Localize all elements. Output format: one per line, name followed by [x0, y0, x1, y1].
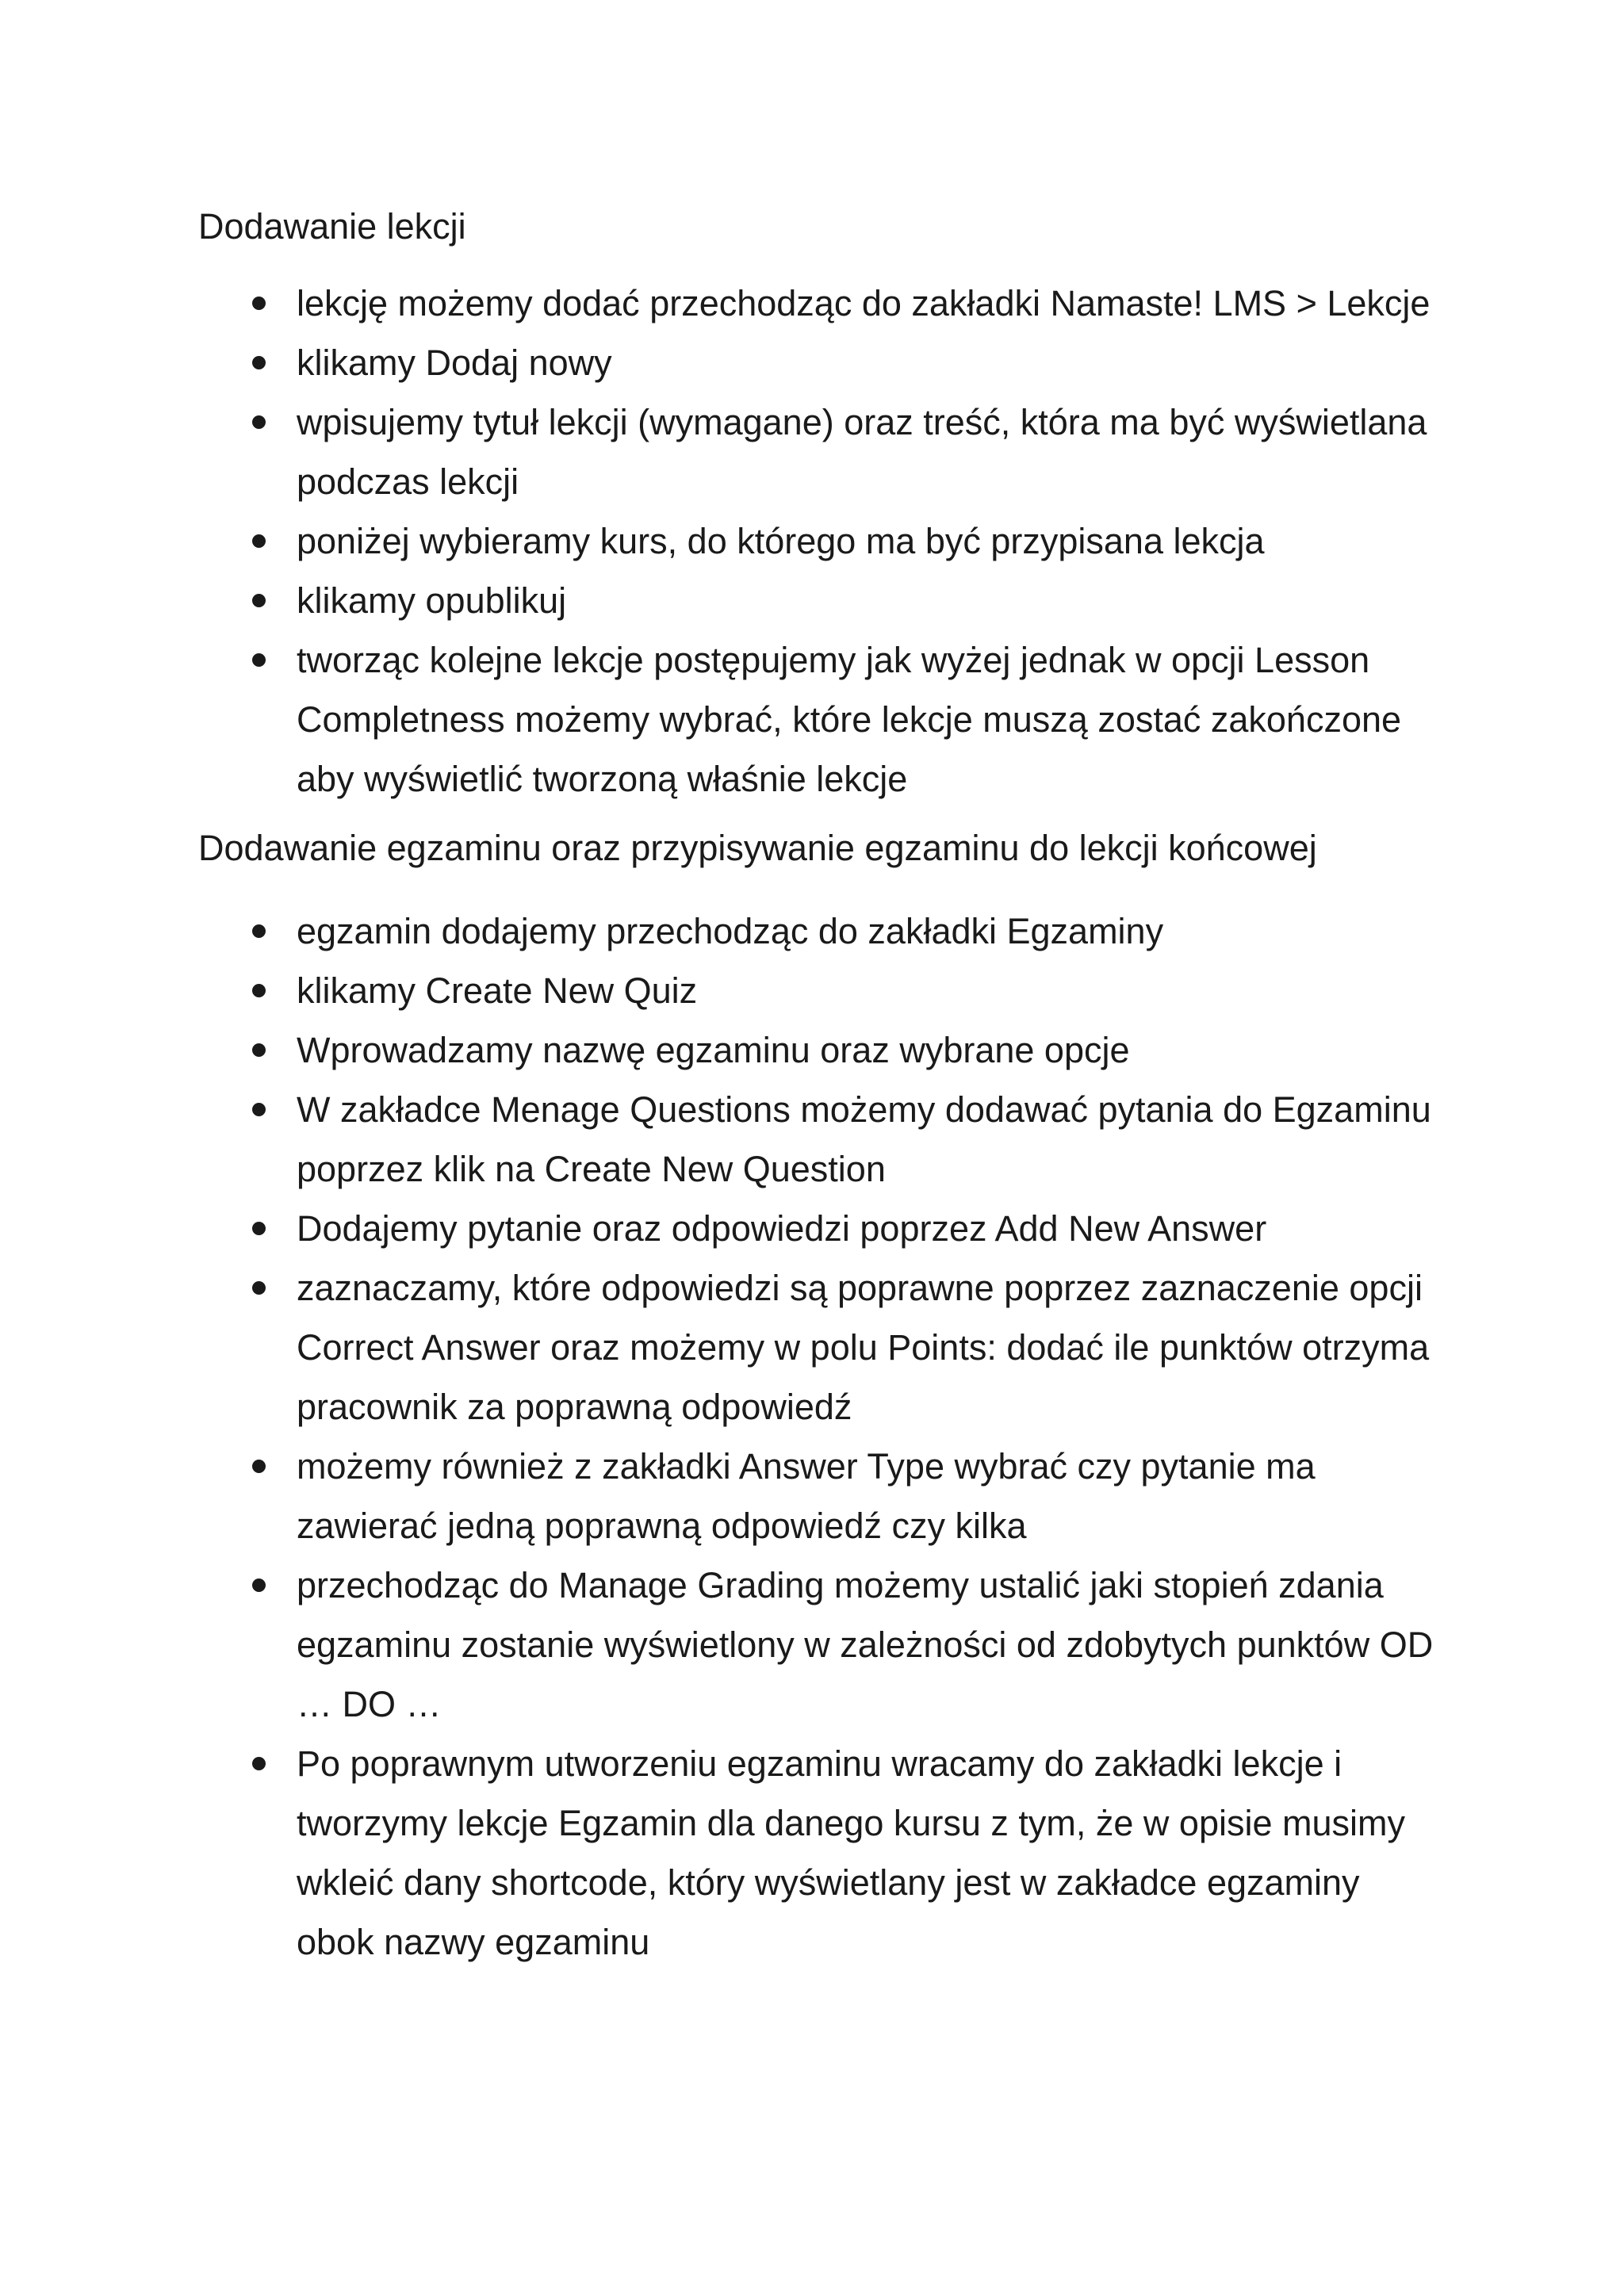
list-item	[198, 1437, 1435, 1556]
list-item-text: lekcję możemy dodać przechodząc do zakładki Namaste! LMS > Lekcje	[297, 283, 1431, 323]
list-item	[198, 274, 1435, 333]
list-item	[198, 571, 1435, 630]
list-item	[198, 1258, 1435, 1437]
list-item-text: klikamy Create New Quiz	[297, 970, 698, 1011]
list-item	[198, 333, 1435, 392]
section-adding-lessons	[198, 197, 1435, 809]
bullet-list	[198, 901, 1435, 1972]
list-item-text: przechodząc do Manage Grading możemy ustalić jaki stopień zdania egzaminu zostanie wyświetlony w zależności od zdobytych punktów OD … DO …	[297, 1565, 1434, 1724]
bullet-list	[198, 274, 1435, 809]
bullet-icon	[252, 984, 266, 997]
list-item-text: Po poprawnym utworzeniu egzaminu wracamy do zakładki lekcje i tworzymy lekcje Egzamin dla danego kursu z tym, że w opisie musimy wkleić dany shortcode, który wyświetlany jest w zakładce egzaminy obok nazwy egzaminu	[297, 1743, 1405, 1962]
document-content	[198, 197, 1435, 1972]
list-item-text: poniżej wybieramy kurs, do którego ma być przypisana lekcja	[297, 521, 1265, 561]
list-item-text: klikamy opublikuj	[297, 580, 567, 621]
bullet-icon	[252, 653, 266, 667]
list-item-text: tworząc kolejne lekcje postępujemy jak wyżej jednak w opcji Lesson Completness możemy wybrać, które lekcje muszą zostać zakończone aby wyświetlić tworzoną właśnie lekcje	[297, 640, 1402, 799]
list-item	[198, 1199, 1435, 1258]
section-adding-exam	[198, 818, 1435, 1972]
list-item-text: Wprowadzamy nazwę egzaminu oraz wybrane opcje	[297, 1030, 1130, 1070]
list-item	[198, 1080, 1435, 1199]
list-item	[198, 901, 1435, 961]
list-item	[198, 1734, 1435, 1972]
bullet-icon	[252, 356, 266, 369]
bullet-icon	[252, 1578, 266, 1592]
section-heading: Dodawanie lekcji	[198, 206, 466, 247]
list-item-text: Dodajemy pytanie oraz odpowiedzi poprzez Add New Answer	[297, 1208, 1267, 1249]
bullet-icon	[252, 297, 266, 310]
list-item	[198, 392, 1435, 511]
bullet-icon	[252, 1043, 266, 1057]
bullet-icon	[252, 1103, 266, 1116]
bullet-icon	[252, 1281, 266, 1295]
list-item-text: wpisujemy tytuł lekcji (wymagane) oraz treść, która ma być wyświetlana podczas lekcji	[297, 402, 1427, 502]
section-heading: Dodawanie egzaminu oraz przypisywanie egzaminu do lekcji końcowej	[198, 828, 1317, 868]
bullet-icon	[252, 1460, 266, 1473]
list-item	[198, 511, 1435, 571]
list-item-text: W zakładce Menage Questions możemy dodawać pytania do Egzaminu poprzez klik na Create New Question	[297, 1089, 1431, 1189]
bullet-icon	[252, 1757, 266, 1770]
list-item-text: egzamin dodajemy przechodząc do zakładki Egzaminy	[297, 911, 1164, 951]
bullet-icon	[252, 1222, 266, 1235]
list-item-text: zaznaczamy, które odpowiedzi są poprawne poprzez zaznaczenie opcji Correct Answer oraz możemy w polu Points: dodać ile punktów otrzyma pracownik za poprawną odpowiedź	[297, 1268, 1430, 1427]
bullet-icon	[252, 415, 266, 429]
bullet-icon	[252, 534, 266, 548]
list-item	[198, 1020, 1435, 1080]
list-item	[198, 1556, 1435, 1734]
bullet-icon	[252, 924, 266, 938]
list-item-text: możemy również z zakładki Answer Type wybrać czy pytanie ma zawierać jedną poprawną odpowiedź czy kilka	[297, 1446, 1316, 1546]
list-item-text: klikamy Dodaj nowy	[297, 342, 612, 383]
list-item	[198, 630, 1435, 809]
list-item	[198, 961, 1435, 1020]
bullet-icon	[252, 594, 266, 607]
